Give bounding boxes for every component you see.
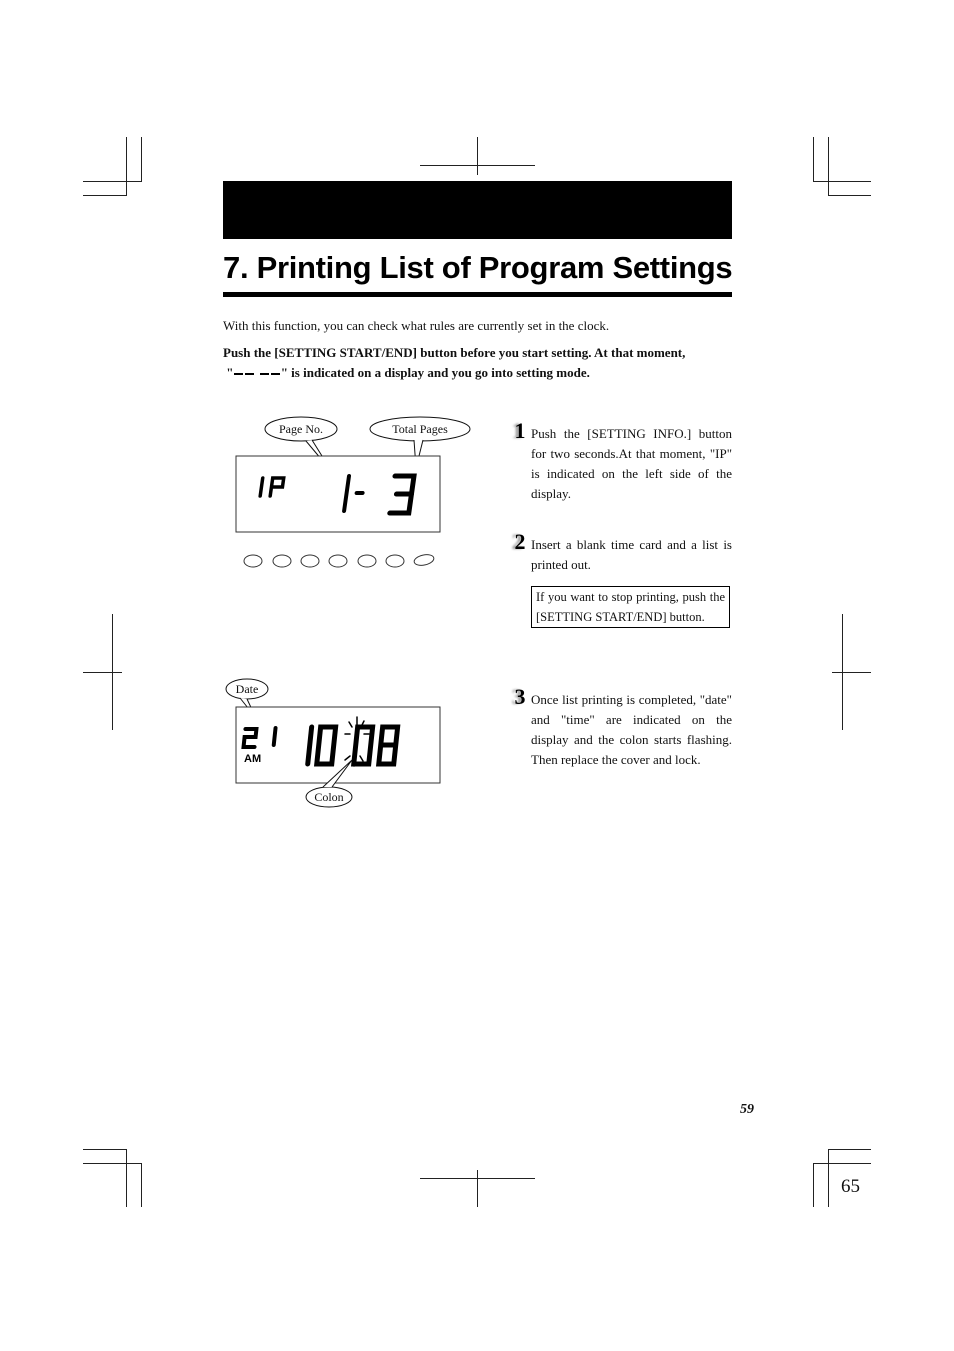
label-total-pages: Total Pages: [392, 422, 448, 436]
step-number: 2: [514, 529, 526, 554]
display-diagram-time: [218, 676, 458, 816]
step-text: Push the [SETTING INFO.] button for two seconds.At that moment, "IP" is indicated on the left side of the display.: [531, 426, 732, 501]
display-diagram-page: [230, 412, 450, 572]
setting-mode-line1: Push the [SETTING START/END] button before you start setting. At that moment,: [223, 345, 686, 360]
label-date: Date: [235, 682, 259, 696]
setting-mode-line2: " is indicated on a display and you go into setting mode.: [280, 365, 590, 380]
button-row: [244, 553, 435, 567]
stop-printing-note: If you want to stop printing, push the [SETTING START/END] button.: [531, 586, 730, 628]
intro-text: With this function, you can check what rules are currently set in the clock.: [223, 318, 610, 333]
quote-open: ": [226, 365, 234, 380]
lcd-screen: [236, 707, 440, 783]
step-text: Insert a blank time card and a list is printed out.: [531, 537, 732, 572]
dash-display-icon: [233, 365, 280, 380]
page-title: 7. Printing List of Program Settings: [223, 250, 733, 285]
setting-mode-note: [223, 343, 732, 383]
lcd-ampm: AM: [244, 753, 262, 765]
title-underline: [223, 292, 732, 297]
label-colon: Colon: [314, 790, 344, 804]
pdf-page-number: 65: [841, 1176, 860, 1197]
step-number: 3: [514, 684, 526, 709]
step-number: 1: [514, 418, 526, 443]
step-text: Once list printing is completed, "date" and "time" are indicated on the display and the colon starts flashing. Then replace the cover and lock.: [531, 692, 732, 767]
label-page-no: Page No.: [279, 422, 323, 436]
manual-page-number: 59: [740, 1102, 754, 1117]
header-bar: [223, 181, 732, 239]
